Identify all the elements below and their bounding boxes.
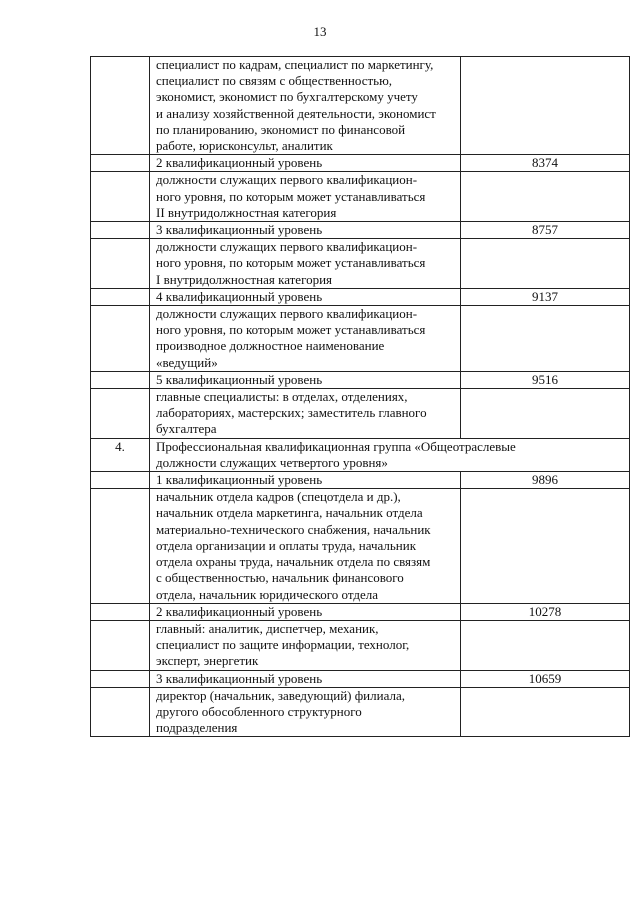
salary-value-cell	[461, 620, 630, 670]
qualification-level-cell: 2 квалификационный уровень	[150, 155, 461, 172]
qualification-level-cell: 5 квалификационный уровень	[150, 371, 461, 388]
salary-table	[90, 56, 630, 737]
positions-cell: начальник отдела кадров (спецотдела и др.), начальник отдела маркетинга, начальник отдела материально-технического снабжения, начальник отдела организации и оплаты труда, начальник отдела охраны труда, начальник отдела по связям с общественностью, начальник финансового отдела, начальник юридического отдела	[150, 489, 461, 603]
salary-value-cell: 9137	[461, 288, 630, 305]
salary-value-cell: 9896	[461, 472, 630, 489]
row-number-cell	[91, 155, 150, 172]
level-row	[91, 472, 630, 489]
row-number-cell	[91, 687, 150, 737]
row-number-cell	[91, 389, 150, 439]
salary-value-cell	[461, 389, 630, 439]
position-row	[91, 620, 630, 670]
qualification-level-cell: 1 квалификационный уровень	[150, 472, 461, 489]
position-row	[91, 172, 630, 222]
level-row	[91, 371, 630, 388]
salary-value-cell	[461, 57, 630, 155]
row-number-cell	[91, 670, 150, 687]
row-number-cell	[91, 172, 150, 222]
qualification-level-cell: 2 квалификационный уровень	[150, 603, 461, 620]
qualification-level-cell: 4 квалификационный уровень	[150, 288, 461, 305]
row-number-cell	[91, 222, 150, 239]
positions-cell: главный: аналитик, диспетчер, механик, специалист по защите информации, технолог, эксперт, энергетик	[150, 620, 461, 670]
row-number-cell	[91, 603, 150, 620]
row-number-cell	[91, 472, 150, 489]
page-number: 13	[313, 24, 327, 39]
row-number-cell	[91, 288, 150, 305]
position-row	[91, 57, 630, 155]
row-number-cell	[91, 57, 150, 155]
positions-cell: специалист по кадрам, специалист по маркетингу, специалист по связям с общественностью, экономист, экономист по бухгалтерскому учету и анализу хозяйственной деятельности, экономист по планированию, экономист по финансовой работе, юрисконсульт, аналитик	[150, 57, 461, 155]
positions-cell: должности служащих первого квалификацион- ного уровня, по которым может устанавливаться II внутридолжностная категория	[150, 172, 461, 222]
positions-cell: главные специалисты: в отделах, отделениях, лабораториях, мастерских; заместитель главного бухгалтера	[150, 389, 461, 439]
row-number-cell	[91, 239, 150, 289]
row-number-cell: 4.	[91, 438, 150, 471]
salary-value-cell: 8757	[461, 222, 630, 239]
salary-value-cell	[461, 239, 630, 289]
positions-cell: должности служащих первого квалификацион- ного уровня, по которым может устанавливаться производное должностное наименование «ведущий»	[150, 306, 461, 372]
group-row	[91, 438, 630, 471]
salary-value-cell	[461, 172, 630, 222]
row-number-cell	[91, 620, 150, 670]
salary-value-cell	[461, 687, 630, 737]
qualification-level-cell: 3 квалификационный уровень	[150, 222, 461, 239]
salary-value-cell	[461, 306, 630, 372]
level-row	[91, 288, 630, 305]
qualification-level-cell: 3 квалификационный уровень	[150, 670, 461, 687]
level-row	[91, 670, 630, 687]
salary-value-cell: 8374	[461, 155, 630, 172]
row-number-cell	[91, 306, 150, 372]
position-row	[91, 239, 630, 289]
position-row	[91, 687, 630, 737]
positions-cell: директор (начальник, заведующий) филиала, другого обособленного структурного подразделения	[150, 687, 461, 737]
row-number-cell	[91, 489, 150, 603]
level-row	[91, 155, 630, 172]
salary-value-cell: 10278	[461, 603, 630, 620]
positions-cell: должности служащих первого квалификацион- ного уровня, по которым может устанавливаться I внутридолжностная категория	[150, 239, 461, 289]
salary-value-cell: 10659	[461, 670, 630, 687]
group-title-cell: Профессиональная квалификационная группа «Общеотраслевые должности служащих четвертого уровня»	[150, 438, 630, 471]
salary-value-cell	[461, 489, 630, 603]
position-row	[91, 489, 630, 603]
position-row	[91, 389, 630, 439]
level-row	[91, 603, 630, 620]
position-row	[91, 306, 630, 372]
salary-value-cell: 9516	[461, 371, 630, 388]
salary-table-body	[91, 57, 630, 737]
row-number-cell	[91, 371, 150, 388]
level-row	[91, 222, 630, 239]
